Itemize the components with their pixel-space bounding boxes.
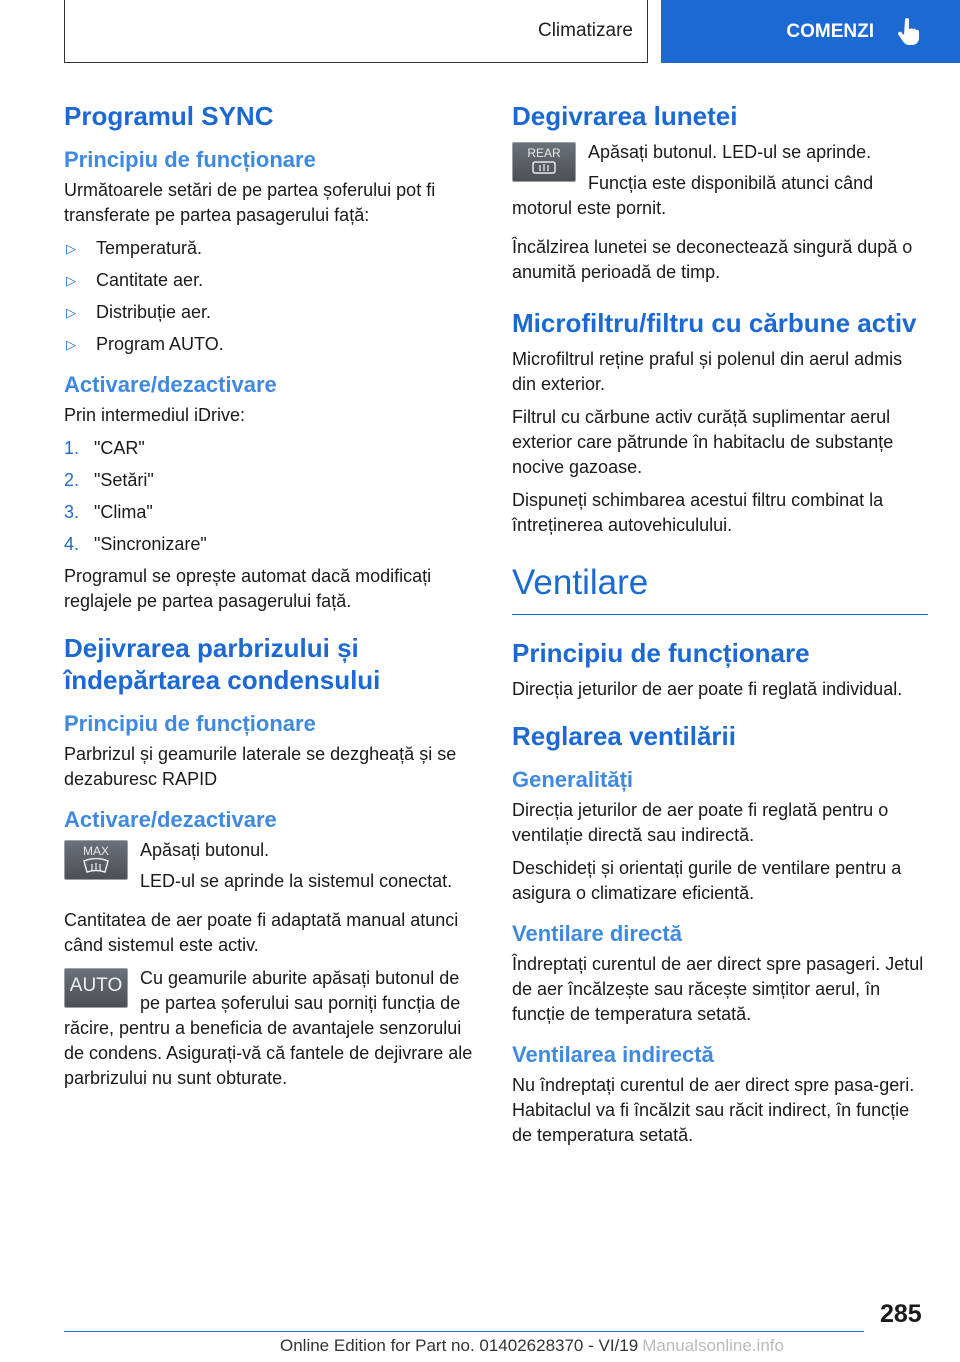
rear-defrost-block — [512, 140, 928, 229]
left-column — [64, 100, 480, 1105]
step-item: 4. "Sincronizare" — [64, 534, 207, 554]
auto-button-icon: AUTO — [64, 968, 128, 1008]
paragraph: Deschideți și orientați gurile de ventilare pentru a asigura o climatizare eficientă. — [512, 858, 902, 903]
paragraph: Următoarele setări de pe partea șoferului pot fi transferate pe partea pasagerului față: — [64, 180, 436, 225]
hand-pointer-icon — [896, 18, 920, 46]
list-item: ▷ Distribuție aer. — [64, 300, 480, 325]
section-title-adjust: Reglarea ventilării — [512, 721, 736, 751]
section-title-sync: Programul SYNC — [64, 101, 274, 131]
header-chapter-title: COMENZI — [786, 20, 874, 42]
subsection-indirect: Ventilarea indirectă — [512, 1042, 714, 1067]
paragraph: Apăsați butonul. LED-ul se aprinde. — [588, 142, 872, 162]
list-item: ▷ Cantitate aer. — [64, 268, 480, 293]
section-title-microfilter: Microfiltru/filtru cu cărbune activ — [512, 308, 917, 338]
paragraph: LED-ul se aprinde la sistemul conectat. — [140, 871, 453, 891]
subsection-direct: Ventilare directă — [512, 921, 682, 946]
paragraph: Dispuneți schimbarea acestui filtru combinat la întreținerea autovehiculului. — [512, 490, 884, 535]
list-item: ▷ Program AUTO. — [64, 332, 480, 357]
triangle-bullet-icon: ▷ — [66, 337, 76, 352]
paragraph: Direcția jeturilor de aer poate fi reglată pentru o ventilație directă sau indirectă. — [512, 800, 889, 845]
chapter-title-ventilation: Ventilare — [512, 562, 928, 615]
paragraph: Parbrizul și geamurile laterale se dezgheață și se dezaburesc RAPID — [64, 744, 457, 789]
right-column — [512, 100, 928, 1156]
page-number: 285 — [880, 1300, 922, 1328]
paragraph: Îndreptați curentul de aer direct spre pasageri. Jetul de aer încălzește sau răcește simțitor aerul, în funcție de temperatura setată. — [512, 954, 924, 1024]
subsection-principle: Principiu de funcționare — [64, 147, 316, 172]
paragraph: Apăsați butonul. — [140, 840, 270, 860]
footer-edition — [280, 1336, 784, 1356]
paragraph: Cu geamurile aburite apăsați butonul de pe partea șoferului sau porniți funcția de răcire, pentru a beneficia de avantajele senzorului de condens. Asigurați-vă că fantele de dejivrare ale parbrizului nu sunt obturate. — [64, 968, 473, 1088]
triangle-bullet-icon: ▷ — [66, 241, 76, 256]
paragraph: Prin intermediul iDrive: — [64, 405, 246, 425]
max-defrost-block — [64, 838, 480, 902]
subsection-activation: Activare/dezactivare — [64, 807, 277, 832]
rear-window-defrost-icon — [529, 160, 559, 176]
step-item: 3. "Clima" — [64, 502, 153, 522]
step-item: 1. "CAR" — [64, 438, 145, 458]
edition-text: Online Edition for Part no. 01402628370 - VI/19 — [280, 1336, 639, 1355]
subsection-activation: Activare/dezactivare — [64, 372, 277, 397]
max-defrost-button-icon: MAX — [64, 840, 128, 880]
section-title-rear-defrost: Degivrarea lunetei — [512, 101, 738, 131]
triangle-bullet-icon: ▷ — [66, 273, 76, 288]
header-section-tab — [64, 0, 648, 63]
section-title-defrost: Dejivrarea parbrizului și îndepărtarea condensului — [64, 633, 381, 695]
paragraph: Cantitatea de aer poate fi adaptată manual atunci când sistemul este activ. — [64, 910, 459, 955]
auto-block — [64, 966, 480, 1099]
subsection-principle: Principiu de funcționare — [64, 711, 316, 736]
header-section-title: Climatizare — [537, 20, 633, 41]
watermark-site: Manualsonline.info — [642, 1336, 784, 1355]
step-item: 2. "Setări" — [64, 470, 154, 490]
paragraph: Funcția este disponibilă atunci când motorul este pornit. — [512, 173, 874, 218]
paragraph: Încălzirea lunetei se deconectează singură după o anumită perioadă de timp. — [512, 237, 913, 282]
rear-defrost-button-icon: REAR — [512, 142, 576, 182]
paragraph: Microfiltrul reține praful și polenul din aerul admis din exterior. — [512, 349, 903, 394]
paragraph: Filtrul cu cărbune activ curăță suplimentar aerul exterior care pătrunde în habitaclu de substanțe nocive gazoase. — [512, 407, 894, 477]
paragraph: Nu îndreptați curentul de aer direct spre pasa-geri. Habitaclul va fi încălzit sau răcit indirect, în funcție de temperatura setată. — [512, 1075, 915, 1145]
paragraph: Programul se oprește automat dacă modificați reglajele pe partea pasagerului față. — [64, 566, 432, 611]
paragraph: Direcția jeturilor de aer poate fi reglată individual. — [512, 679, 903, 699]
section-title-principle: Principiu de funcționare — [512, 638, 810, 668]
header-chapter-tab[interactable] — [661, 0, 960, 63]
triangle-bullet-icon: ▷ — [66, 305, 76, 320]
footer-divider — [64, 1331, 864, 1332]
subsection-general: Generalități — [512, 767, 634, 792]
list-item: ▷ Temperatură. — [64, 236, 480, 261]
windshield-defrost-icon — [81, 858, 111, 874]
